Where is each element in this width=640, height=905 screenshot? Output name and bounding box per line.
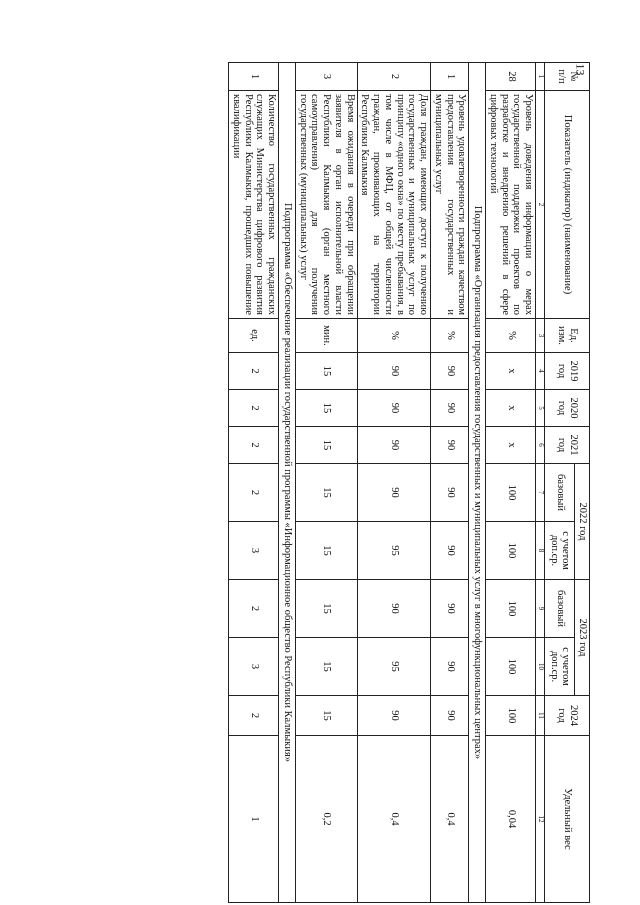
table-row bbox=[229, 63, 279, 903]
row-2021: 2 bbox=[229, 427, 279, 464]
table-row bbox=[296, 63, 358, 903]
subprogram-title: Подпрограмма «Организация предоставления государственных и муниципальных услуг в многофункциональных центрах» bbox=[469, 63, 486, 903]
row-2024: 15 bbox=[296, 696, 358, 736]
row-2023-add: 3 bbox=[229, 638, 279, 696]
rotated-sheet bbox=[118, 62, 590, 902]
header-2022-base: базовый bbox=[545, 464, 575, 522]
row-2023-base: 90 bbox=[431, 580, 469, 638]
row-2022-base: 15 bbox=[296, 464, 358, 522]
row-2019: 90 bbox=[357, 353, 431, 390]
row-2022-base: 90 bbox=[357, 464, 431, 522]
row-2020: 2 bbox=[229, 390, 279, 427]
row-2019: 90 bbox=[431, 353, 469, 390]
index-cell: 7 bbox=[536, 464, 545, 522]
row-num: 28 bbox=[486, 63, 536, 91]
row-2020: x bbox=[486, 390, 536, 427]
row-2021: 15 bbox=[296, 427, 358, 464]
header-2023-add: с учетом доп.ср. bbox=[545, 638, 575, 696]
row-num: 1 bbox=[229, 63, 279, 91]
subprogram-row bbox=[279, 63, 296, 903]
header-unit: Ед. изм. bbox=[545, 319, 590, 353]
row-2023-add: 15 bbox=[296, 638, 358, 696]
column-index-row bbox=[536, 63, 545, 903]
index-cell: 10 bbox=[536, 638, 545, 696]
row-2021: x bbox=[486, 427, 536, 464]
row-2020: 15 bbox=[296, 390, 358, 427]
row-2023-base: 90 bbox=[357, 580, 431, 638]
row-weight: 0,4 bbox=[431, 736, 469, 903]
row-2022-base: 100 bbox=[486, 464, 536, 522]
row-unit: мин. bbox=[296, 319, 358, 353]
row-weight: 0,4 bbox=[357, 736, 431, 903]
index-cell: 2 bbox=[536, 91, 545, 319]
row-2023-base: 100 bbox=[486, 580, 536, 638]
table-row bbox=[486, 63, 536, 903]
row-2020: 90 bbox=[357, 390, 431, 427]
row-2024: 90 bbox=[431, 696, 469, 736]
index-cell: 4 bbox=[536, 353, 545, 390]
row-2022-add: 15 bbox=[296, 522, 358, 580]
row-unit: % bbox=[357, 319, 431, 353]
row-2022-add: 3 bbox=[229, 522, 279, 580]
row-2022-add: 95 bbox=[357, 522, 431, 580]
header-indicator: Показатель (индикатор) (наименование) bbox=[545, 91, 590, 319]
row-weight: 0,2 bbox=[296, 736, 358, 903]
row-weight: 1 bbox=[229, 736, 279, 903]
row-2023-add: 90 bbox=[431, 638, 469, 696]
header-2024: 2024 год bbox=[545, 696, 590, 736]
row-2023-add: 95 bbox=[357, 638, 431, 696]
index-cell: 1 bbox=[536, 63, 545, 91]
index-cell: 12 bbox=[536, 736, 545, 903]
header-2022: 2022 год bbox=[575, 464, 590, 580]
row-name: Количество государственных гражданских служащих Министерства цифрового развития Республики Калмыкия, прошедших повышение квалификации bbox=[229, 91, 279, 319]
table-row bbox=[357, 63, 431, 903]
index-cell: 11 bbox=[536, 696, 545, 736]
index-cell: 6 bbox=[536, 427, 545, 464]
row-2024: 90 bbox=[357, 696, 431, 736]
row-num: 3 bbox=[296, 63, 358, 91]
header-2023-base: базовый bbox=[545, 580, 575, 638]
row-unit: % bbox=[431, 319, 469, 353]
row-name: Время ожидания в очереди при обращении заявителя в орган исполнительной власти Республики Калмыкия (орган местного самоуправления) для получения государственных (муниципальных) услуг bbox=[296, 91, 358, 319]
header-2019: 2019 год bbox=[545, 353, 590, 390]
row-2021: 90 bbox=[431, 427, 469, 464]
row-2022-base: 2 bbox=[229, 464, 279, 522]
row-2024: 100 bbox=[486, 696, 536, 736]
index-cell: 5 bbox=[536, 390, 545, 427]
row-name: Доля граждан, имеющих доступ к получению государственных и муниципальных услуг по принципу «одного окна» по месту пребывания, в том числе в МФЦ, от общей численности граждан, проживающих на территории Республики Калмыкия bbox=[357, 91, 431, 319]
subprogram-row bbox=[469, 63, 486, 903]
header-weight: Удельный вес bbox=[545, 736, 590, 903]
row-weight: 0,04 bbox=[486, 736, 536, 903]
row-2019: 2 bbox=[229, 353, 279, 390]
subprogram-title: Подпрограмма «Обеспечение реализации государственной программы «Информационное общество Республики Калмыкия» bbox=[279, 63, 296, 903]
row-2023-base: 15 bbox=[296, 580, 358, 638]
row-2022-base: 90 bbox=[431, 464, 469, 522]
header-2022-add: с учетом доп.ср. bbox=[545, 522, 575, 580]
header-2020: 2020 год bbox=[545, 390, 590, 427]
row-2023-base: 2 bbox=[229, 580, 279, 638]
row-unit: ед. bbox=[229, 319, 279, 353]
row-num: 2 bbox=[357, 63, 431, 91]
row-name: Уровень удовлетворенности граждан качеством предоставления государственных и муниципальных услуг bbox=[431, 91, 469, 319]
index-cell: 8 bbox=[536, 522, 545, 580]
page-number: 13 bbox=[573, 63, 588, 76]
row-2023-add: 100 bbox=[486, 638, 536, 696]
indicators-table bbox=[228, 62, 590, 903]
header-2021: 2021 год bbox=[545, 427, 590, 464]
row-2024: 2 bbox=[229, 696, 279, 736]
row-2019: 15 bbox=[296, 353, 358, 390]
table-row bbox=[431, 63, 469, 903]
header-num: № п/п bbox=[545, 63, 590, 91]
header-2023: 2023 год bbox=[575, 580, 590, 696]
row-name: Уровень доведения информации о мерах государственной поддержки проектов по разработке и внедрению решений в сфере цифровых технологий bbox=[486, 91, 536, 319]
row-2020: 90 bbox=[431, 390, 469, 427]
row-2022-add: 100 bbox=[486, 522, 536, 580]
row-2019: x bbox=[486, 353, 536, 390]
row-unit: % bbox=[486, 319, 536, 353]
row-2022-add: 90 bbox=[431, 522, 469, 580]
index-cell: 9 bbox=[536, 580, 545, 638]
row-2021: 90 bbox=[357, 427, 431, 464]
row-num: 1 bbox=[431, 63, 469, 91]
index-cell: 3 bbox=[536, 319, 545, 353]
